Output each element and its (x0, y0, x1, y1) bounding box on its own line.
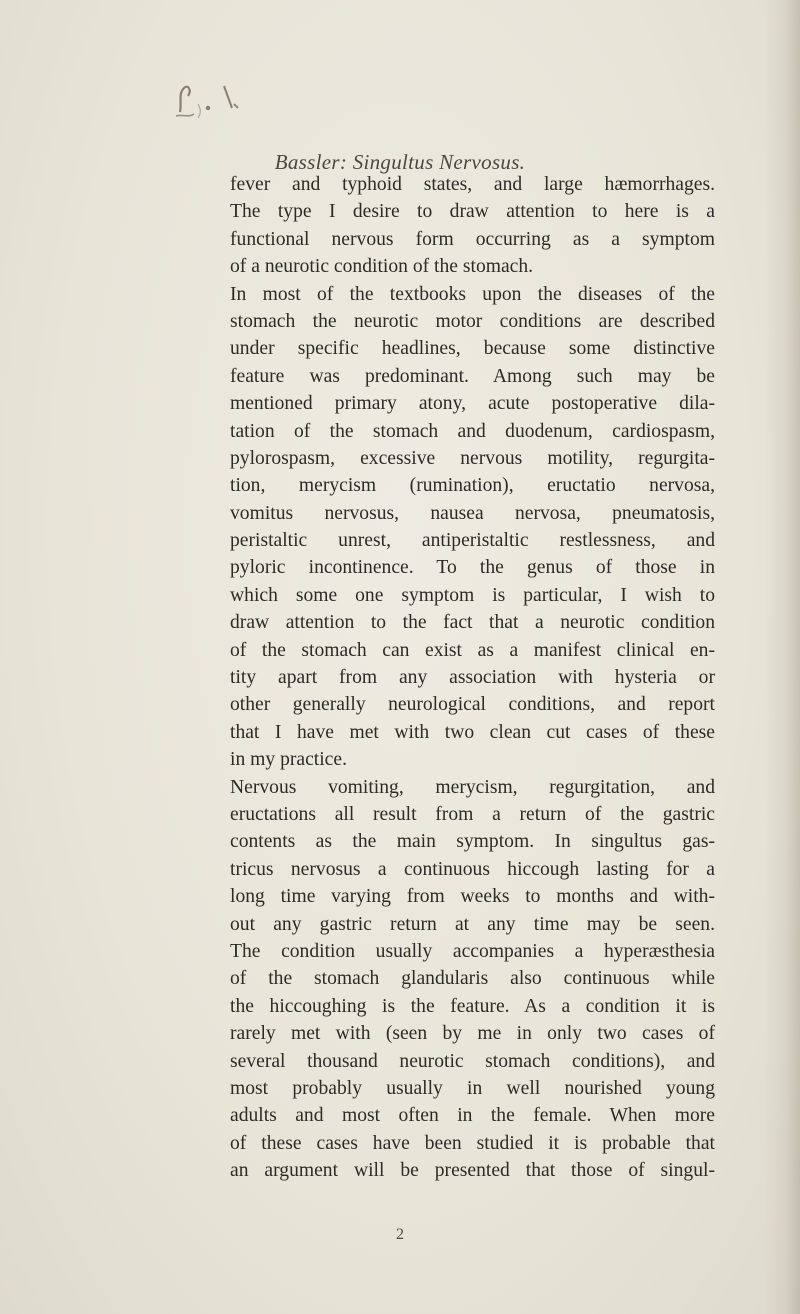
text-line: of a neurotic condition of the stomach. (230, 256, 534, 278)
text-line: fever and typhoid states, and large hæmorrhages. (230, 174, 715, 195)
text-line: tion, merycism (rumination), eructatio nervosa, (230, 475, 715, 497)
text-line: pyloric incontinence. To the genus of those in (230, 557, 715, 579)
page-number: 2 (396, 1226, 404, 1243)
text-line: vomitus nervosus, nausea nervosa, pneumatosis, (230, 502, 715, 524)
text-line: that I have met with two clean cut cases of these (230, 721, 715, 743)
body-text (230, 171, 715, 1184)
text-line: mentioned primary atony, acute postoperative dila- (230, 393, 715, 415)
text-line: Nervous vomiting, merycism, regurgitation, and (230, 776, 715, 798)
text-line: under specific headlines, because some distinctive (230, 338, 715, 360)
text-line: long time varying from weeks to months and with- (230, 886, 715, 908)
text-line: out any gastric return at any time may be seen. (230, 913, 715, 935)
text-line: the hiccoughing is the feature. As a condition it is (230, 995, 715, 1017)
ink-mark-icon (168, 64, 278, 124)
text-line: an argument will be presented that those of singul- (230, 1160, 715, 1182)
text-line: tity apart from any association with hysteria or (230, 667, 715, 689)
text-line: rarely met with (seen by me in only two cases of (230, 1023, 715, 1045)
text-line: feature was predominant. Among such may be (230, 365, 715, 387)
text-line: of the stomach glandularis also continuous while (230, 968, 715, 990)
text-line: other generally neurological conditions, and report (230, 694, 715, 716)
text-line: several thousand neurotic stomach conditions), and (230, 1050, 715, 1072)
text-line: stomach the neurotic motor conditions are described (230, 310, 715, 332)
text-line: adults and most often in the female. When more (230, 1105, 715, 1127)
text-line: pylorospasm, excessive nervous motility, regurgita- (230, 447, 715, 469)
text-line: tation of the stomach and duodenum, cardiospasm, (230, 420, 715, 442)
text-line: The condition usually accompanies a hyperæsthesia (230, 940, 715, 962)
page-edge-shadow (764, 0, 800, 1314)
text-line: in my practice. (230, 749, 347, 771)
running-head: Bassler: Singultus Nervosus. (274, 150, 526, 174)
text-line: draw attention to the fact that a neurotic condition (230, 612, 715, 634)
text-line: tricus nervosus a continuous hiccough lasting for a (230, 858, 715, 880)
text-line: In most of the textbooks upon the diseases of the (230, 283, 715, 305)
text-line: The type I desire to draw attention to here is a (230, 201, 715, 223)
text-line: of these cases have been studied it is probable that (230, 1132, 715, 1154)
text-line: peristaltic unrest, antiperistaltic restlessness, and (230, 530, 715, 552)
text-line: which some one symptom is particular, I wish to (230, 584, 715, 606)
text-line: contents as the main symptom. In singultus gas- (230, 831, 715, 853)
text-line: eructations all result from a return of the gastric (230, 803, 715, 825)
text-line: most probably usually in well nourished young (230, 1077, 715, 1099)
text-line: functional nervous form occurring as a symptom (230, 228, 715, 250)
text-line: of the stomach can exist as a manifest clinical en- (230, 639, 715, 661)
